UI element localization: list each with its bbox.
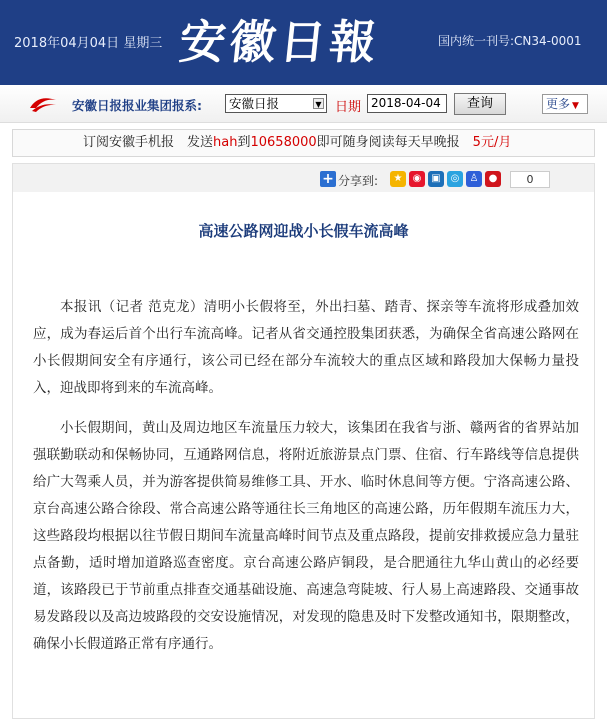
group-logo-icon <box>28 92 58 114</box>
promo-text-3: 即可随身阅读每天早晚报 <box>316 135 473 150</box>
share-plus-icon[interactable]: + <box>320 171 336 187</box>
article-paragraph: 本报讯（记者 范克龙）清明小长假将至，外出扫墓、踏青、探亲等车流将形成叠加效应，成为春运后首个出行车流高峰。记者从省交通控股集团获悉，为确保全省高速公路网在小长假期间安全有序通行，该公司已经在部分车流较大的重点区域和路段加大保畅力量投入，迎战即将到来的车流高峰。 <box>33 299 579 396</box>
article-body <box>33 294 579 671</box>
promo-keyword: hah <box>213 135 238 150</box>
article-container <box>12 163 595 719</box>
more-button[interactable] <box>542 94 588 114</box>
promo-text-1: 订阅安徽手机报 发送 <box>83 135 214 150</box>
promo-text-2: 到 <box>237 135 251 150</box>
search-button[interactable]: 查询 <box>454 93 506 115</box>
chevron-down-icon[interactable]: ▼ <box>313 98 324 109</box>
tencent-weibo-icon[interactable]: ◎ <box>447 171 463 187</box>
share-label: 分享到: <box>338 174 379 188</box>
article-paragraph: 小长假期间，黄山及周边地区车流量压力较大，该集团在我省与浙、赣两省的省界站加强联勤联动和保畅协同，互通路网信息，将附近旅游景点门票、住宿、行车路线等信息提供给广大驾乘人员，并为游客提供简易维修工具、开水、临时休息间等方便。宁洛高速公路、京台高速公路合徐段、常合高速公路等通往长三角地区的高速公路，历年假期车流压力大，这些路段均根据以往节假日期间车流量高峰时间节点及重点路段，提前安排救援应急力量驻点备勤，适时增加道路巡查密度。京台高速公路庐铜段，是合肥通往九华山黄山的必经要道，该路段已于节前重点排查交通基础设施、高速急弯陡坡、行人易上高速路段、交通事故易发路段以及高边坡路段的交安设施情况，对发现的隐患及时下发整改通知书，限期整改，确保小长假道路正常有序通行。 <box>33 420 579 652</box>
masthead-date <box>14 32 162 51</box>
share-bar <box>13 164 594 192</box>
masthead <box>0 0 607 85</box>
mobile-subscription-promo[interactable] <box>12 129 595 157</box>
qzone-icon[interactable]: ★ <box>390 171 406 187</box>
promo-number: 10658000 <box>250 135 317 150</box>
weekday-text: 星期三 <box>123 36 163 51</box>
caret-down-icon: ▼ <box>572 101 579 111</box>
more-label: 更多 <box>546 97 571 111</box>
toolbar <box>0 85 607 123</box>
paper-select-value: 安徽日报 <box>229 96 280 111</box>
newspaper-logo: 安徽日報 <box>176 15 383 69</box>
date-input[interactable]: 2018-04-04 <box>367 94 447 113</box>
weibo-icon[interactable]: ◉ <box>409 171 425 187</box>
share-count: 0 <box>510 171 550 188</box>
article-title: 高速公路网迎战小长假车流高峰 <box>198 222 409 240</box>
issn-text: 国内统一刊号:CN34-0001 <box>438 34 582 48</box>
netease-icon[interactable]: ● <box>485 171 501 187</box>
date-label: 日期 <box>335 100 362 115</box>
renren-icon[interactable]: ▣ <box>428 171 444 187</box>
group-label: 安徽日报报业集团报系: <box>72 98 202 113</box>
date-text: 2018年04月04日 <box>14 36 120 51</box>
baidu-icon[interactable]: ♙ <box>466 171 482 187</box>
promo-price: 5元/月 <box>472 135 512 150</box>
paper-select[interactable] <box>225 94 327 113</box>
